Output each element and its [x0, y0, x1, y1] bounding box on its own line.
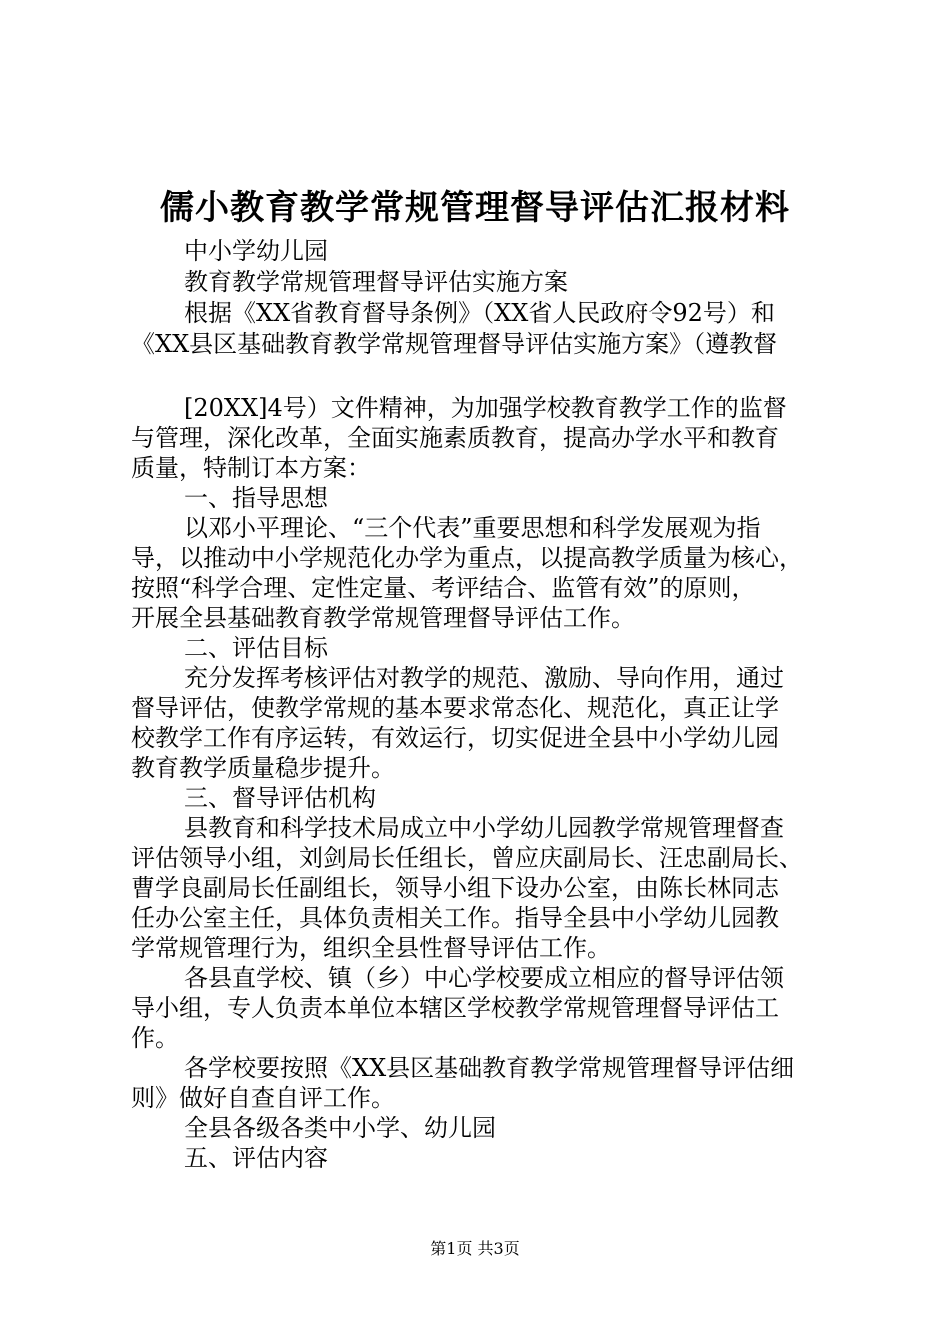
page-number: 第1页 共3页	[430, 1239, 520, 1258]
line-10: 导，以推动中小学规范化办学为重点，以提高教学质量为核心，	[131, 544, 803, 572]
line-19: 县教育和科学技术局成立中小学幼儿园教学常规管理督查	[184, 814, 784, 842]
line-27: 各学校要按照《XX县区基础教育教学常规管理督导评估细	[184, 1054, 795, 1082]
line-9: 以邓小平理论、“三个代表”重要思想和科学发展观为指	[184, 514, 761, 542]
line-6: 与管理，深化改革，全面实施素质教育，提高办学水平和教育	[131, 424, 779, 452]
line-15: 督导评估，使教学常规的基本要求常态化、规范化，真正让学	[131, 694, 779, 722]
line-5: [20XX]4号）文件精神，为加强学校教育教学工作的监督	[184, 394, 787, 422]
line-25: 导小组，专人负责本单位本辖区学校教学常规管理督导评估工	[131, 994, 779, 1022]
heading-2: 二、评估目标	[184, 634, 328, 662]
heading-3: 三、督导评估机构	[184, 784, 376, 812]
line-29: 全县各级各类中小学、幼儿园	[184, 1114, 496, 1142]
line-22: 任办公室主任，具体负责相关工作。指导全县中小学幼儿园教	[131, 904, 779, 932]
line-11: 按照“科学合理、定性定量、考评结合、监管有效”的原则，	[131, 574, 756, 602]
line-2: 教育教学常规管理督导评估实施方案	[184, 268, 568, 296]
line-23: 学常规管理行为，组织全县性督导评估工作。	[131, 934, 611, 962]
line-26: 作。	[131, 1024, 179, 1052]
line-16: 校教学工作有序运转，有效运行，切实促进全县中小学幼儿园	[131, 724, 779, 752]
line-24: 各县直学校、镇（乡）中心学校要成立相应的督导评估领	[184, 964, 784, 992]
line-20: 评估领导小组，刘剑局长任组长，曾应庆副局长、汪忠副局长、	[131, 844, 803, 872]
line-17: 教育教学质量稳步提升。	[131, 754, 395, 782]
heading-5: 五、评估内容	[184, 1144, 328, 1172]
line-12: 开展全县基础教育教学常规管理督导评估工作。	[131, 604, 635, 632]
line-28: 则》做好自查自评工作。	[131, 1084, 395, 1112]
line-21: 曹学良副局长任副组长，领导小组下设办公室，由陈长林同志	[131, 874, 779, 902]
line-7: 质量，特制订本方案：	[131, 454, 371, 482]
line-4: 《XX县区基础教育教学常规管理督导评估实施方案》（遵教督	[131, 330, 778, 358]
heading-1: 一、指导思想	[184, 484, 328, 512]
line-14: 充分发挥考核评估对教学的规范、激励、导向作用，通过	[184, 664, 784, 692]
line-1: 中小学幼儿园	[184, 237, 328, 265]
line-3: 根据《XX省教育督导条例》（XX省人民政府令92号）和	[184, 299, 775, 327]
document-title: 儒小教育教学常规管理督导评估汇报材料	[160, 188, 790, 228]
